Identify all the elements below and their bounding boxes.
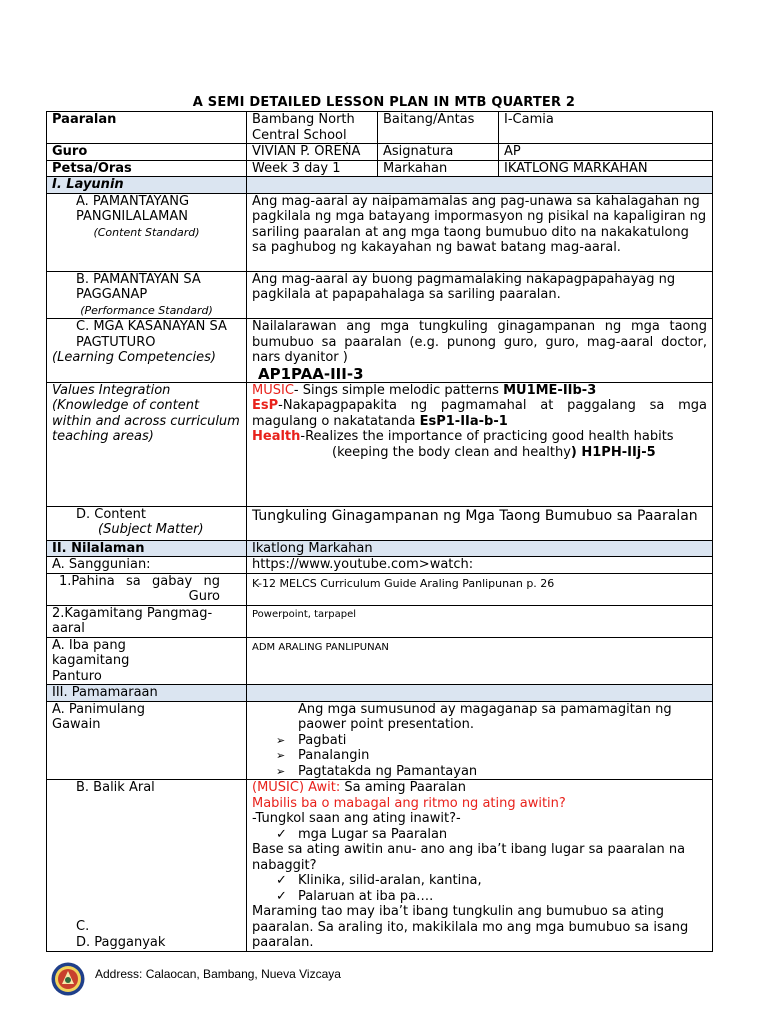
learning-competencies-text: Nailalarawan ang mga tungkuling ginagampanan ng mga taong bumubuo sa paaralan (e.g. punong guro, guro, mag-aaral doctor, nars dyanitor ) — [252, 319, 707, 365]
content-standard-sub: (Content Standard) — [93, 225, 200, 239]
nilalaman-heading: II. Nilalaman — [47, 540, 247, 557]
guro-label: Guro — [47, 144, 247, 161]
esp-tag: EsP — [252, 398, 279, 413]
performance-standard-text: Ang mag-aaral ay buong pagmamalaking nakapagpapahayag ng pagkilala at papapahalaga sa sariling paaralan. — [247, 271, 713, 319]
panimulang-item-pagbati: ➢ Pagbati — [276, 733, 707, 749]
lesson-plan-table — [46, 111, 713, 952]
music-code: MU1ME-IIb-3 — [503, 382, 597, 398]
content-row — [47, 506, 713, 540]
kagamitan-value: Powerpoint, tarpapel — [247, 605, 713, 637]
info-row-petsa — [47, 160, 713, 177]
nilalaman-heading-value: Ikatlong Markahan — [247, 540, 713, 557]
performance-standard-label — [47, 271, 247, 319]
health-text: -Realizes the importance of practicing good health habits — [300, 429, 674, 444]
learning-competencies-title: C. MGA KASANAYAN SA PAGTUTURO — [76, 319, 227, 350]
values-integration-row — [47, 382, 713, 506]
info-row-paaralan — [47, 112, 713, 144]
markahan-label: Markahan — [378, 160, 499, 177]
petsa-value: Week 3 day 1 — [247, 160, 378, 177]
pahina-value: K-12 MELCS Curriculum Guide Araling Panlipunan p. 26 — [247, 573, 713, 605]
balik-aral-song-line — [252, 780, 707, 796]
layunin-heading-blank — [247, 177, 713, 194]
check-item-klinika: ✓ Klinika, silid-aralan, kantina, — [276, 873, 707, 889]
values-music-line — [252, 383, 707, 399]
performance-standard-sub: (Performance Standard) — [80, 303, 213, 317]
balik-aral-row — [47, 780, 713, 952]
learning-competencies-label — [47, 319, 247, 383]
learning-competencies-row — [47, 319, 713, 383]
item-c-label: C. — [76, 919, 90, 934]
kagamitan-label: 2.Kagamitang Pangmag- aaral — [47, 605, 247, 637]
sanggunian-row — [47, 557, 713, 574]
values-integration-label: Values Integration (Knowledge of content within and across curriculum teaching areas) — [47, 382, 247, 506]
content-title: D. Content — [76, 506, 146, 522]
esp-text: -Nakapagpapakita ng pagmamahal at paggalang sa mga magulang o nakatatanda — [252, 398, 707, 429]
balik-aral-base: Base sa ating awitin anu- ano ang iba’t ibang lugar sa paaralan na nabaggit? — [252, 842, 686, 873]
panimulang-gawain-label: A. Panimulang Gawain — [47, 701, 247, 780]
check-item-palaruan: ✓ Palaruan at iba pa…. — [276, 889, 707, 905]
school-seal-icon — [51, 962, 85, 996]
asignatura-label: Asignatura — [378, 144, 499, 161]
panimulang-item-pamantayan: ➢ Pagtatakda ng Pamantayan — [276, 764, 707, 780]
layunin-heading-row — [47, 177, 713, 194]
balik-aral-label-cell — [47, 780, 247, 952]
guro-value: VIVIAN P. OREŃA — [247, 144, 378, 161]
esp-code: EsP1-IIa-b-1 — [419, 413, 508, 429]
pahina-label: 1.Pahina sa gabay ng Guro — [47, 573, 247, 605]
performance-standard-row — [47, 271, 713, 319]
markahan-value: IKATLONG MARKAHAN — [499, 160, 713, 177]
panimulang-gawain-row — [47, 701, 713, 780]
iba-row — [47, 637, 713, 685]
pamamaraan-heading-blank — [247, 685, 713, 702]
balik-aral-check-list-1 — [252, 827, 707, 843]
petsa-label: Petsa/Oras — [47, 160, 247, 177]
panimulang-gawain-cell — [247, 701, 713, 780]
content-label — [47, 506, 247, 540]
balik-aral-label: B. Balik Aral — [76, 780, 155, 795]
competency-code: AP1PAA-III-3 — [258, 364, 364, 383]
baitang-label: Baitang/Antas — [378, 112, 499, 144]
content-standard-title: A. PAMANTAYANG PANGNILALAMAN — [76, 193, 190, 224]
values-health-line2 — [252, 445, 707, 461]
panimulang-list — [252, 733, 707, 780]
values-health-line — [252, 429, 707, 445]
iba-value: ADM ARALING PANLIPUNAN — [247, 637, 713, 685]
content-standard-row — [47, 193, 713, 271]
paaralan-value: Bambang North Central School — [247, 112, 378, 144]
music-tag: MUSIC — [252, 382, 294, 398]
sanggunian-label: A. Sanggunian: — [47, 557, 247, 574]
baitang-value: I-Camia — [499, 112, 713, 144]
pahina-row — [47, 573, 713, 605]
balik-aral-check-list-2 — [252, 873, 707, 904]
content-standard-text: Ang mag-aaral ay naipamamalas ang pag-unawa sa kahalagahan ng pagkilala ng mga batayang impormasyon ng pisikal na kapaligiran ng sariling paaralan at ang mga taong bumubuo dito na nakakatulong sa paghubog ng kakayahan ng bawat batang mag-aaral. — [247, 193, 713, 271]
music-text: - Sings simple melodic patterns — [293, 382, 504, 398]
pamamaraan-heading: III. Pamamaraan — [47, 685, 247, 702]
balik-aral-tungkol: -Tungkol saan ang ating inawit?- — [252, 811, 461, 826]
content-standard-label — [47, 193, 247, 271]
document-title: A SEMI DETAILED LESSON PLAN IN MTB QUARTER 2 — [192, 95, 576, 110]
learning-competencies-cell — [247, 319, 713, 383]
content-text: Tungkuling Ginagampanan ng Mga Taong Bumubuo sa Paaralan — [247, 506, 713, 540]
values-integration-cell — [247, 382, 713, 506]
check-item-lugar: ✓ mga Lugar sa Paaralan — [276, 827, 707, 843]
layunin-heading: I. Layunin — [47, 177, 247, 194]
balik-aral-song: Sa aming Paaralan — [340, 780, 466, 795]
nilalaman-heading-row — [47, 540, 713, 557]
performance-standard-title: B. PAMANTAYAN SA PAGGANAP — [76, 271, 201, 302]
learning-competencies-sub: (Learning Competencies) — [52, 350, 216, 365]
pagganyak-label: D. Pagganyak — [76, 935, 166, 950]
paaralan-label: Paaralan — [47, 112, 247, 144]
balik-aral-cell — [247, 780, 713, 952]
health-code: ) H1PH-IIj-5 — [570, 444, 656, 460]
health-text2: (keeping the body clean and healthy — [332, 444, 571, 460]
values-esp-line — [252, 398, 707, 429]
asignatura-value: AP — [499, 144, 713, 161]
panimulang-item-panalangin: ➢ Panalangin — [276, 748, 707, 764]
pamamaraan-heading-row — [47, 685, 713, 702]
info-row-guro — [47, 144, 713, 161]
sanggunian-value: https://www.youtube.com>watch: — [247, 557, 713, 574]
footer-address: Address: Calaocan, Bambang, Nueva Vizcaya — [95, 967, 341, 981]
balik-aral-music: (MUSIC) Awit: — [252, 780, 341, 795]
iba-label: A. Iba pang kagamitang Panturo — [47, 637, 247, 685]
balik-aral-maraming: Maraming tao may iba’t ibang tungkulin ang bumubuo sa ating paaralan. Sa araling ito, makikilala mo ang mga bumubuo sa isang paaralan. — [252, 904, 689, 950]
kagamitan-row — [47, 605, 713, 637]
content-sub: (Subject Matter) — [98, 522, 204, 537]
panimulang-intro: Ang mga sumusunod ay magaganap sa pamamagitan ng paower point presentation. — [298, 701, 672, 732]
health-tag: Health — [252, 429, 301, 444]
balik-aral-question: Mabilis ba o mabagal ang ritmo ng ating awitin? — [252, 795, 566, 811]
